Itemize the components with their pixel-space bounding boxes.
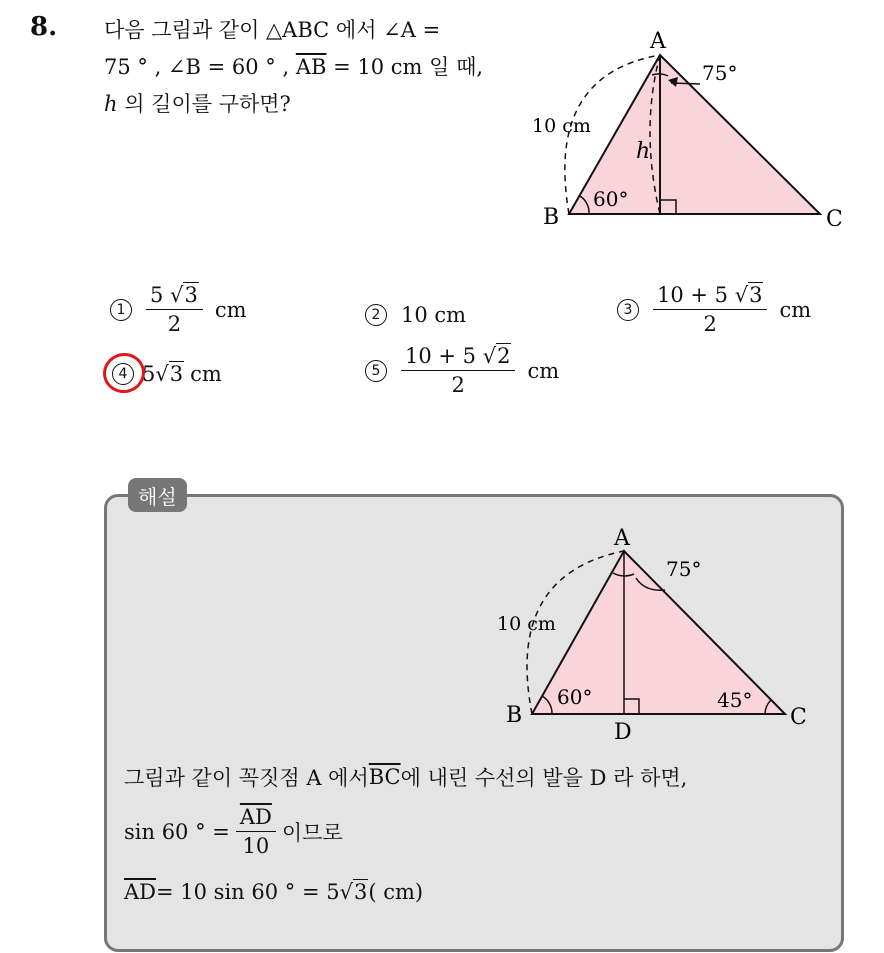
choice-1-unit: cm xyxy=(214,297,247,322)
choice-1-fraction xyxy=(146,283,203,336)
solution-fraction xyxy=(236,805,276,858)
solution-vertex-b: B xyxy=(506,703,523,728)
sqrt-symbol: √3 xyxy=(170,283,198,307)
choice-3[interactable] xyxy=(617,283,811,336)
choice-5-numerator xyxy=(401,344,515,371)
question-line-3-rest: 의 길이를 구하면? xyxy=(117,92,291,116)
height-label: h xyxy=(636,139,651,164)
segment-ab: $\overline{AB}$ xyxy=(295,55,327,79)
choice-3-fraction xyxy=(653,283,767,336)
segment-bc: $\overline{BC}$ xyxy=(368,765,401,789)
angle-a-label: 75° xyxy=(702,61,738,85)
question-text xyxy=(104,12,514,123)
segment-ad: $\overline{AD}$ xyxy=(124,880,157,904)
choice-1-numerator xyxy=(146,283,203,310)
solution-angle-b-label: 60° xyxy=(557,685,593,709)
choice-2-text: 10 cm xyxy=(401,303,467,327)
choice-5-fraction xyxy=(401,344,515,397)
solution-line-3-mid: = 10 sin 60 ° = 5 xyxy=(156,880,340,904)
choice-1-radicand: 3 xyxy=(184,283,198,307)
solution-line-2-post: 이므로 xyxy=(281,820,343,845)
choice-4-mark: 4 xyxy=(112,363,134,385)
choice-2-mark: 2 xyxy=(365,304,387,326)
sqrt-symbol: √2 xyxy=(482,344,511,368)
choice-3-denominator: 2 xyxy=(703,312,717,336)
solution-tab: 해설 xyxy=(128,478,187,512)
question-line-3 xyxy=(104,86,514,123)
side-ab-label: 10 cm xyxy=(532,115,591,137)
question-number: 8. xyxy=(30,12,58,42)
solution-vertex-c: C xyxy=(790,705,807,730)
choice-3-num-pre: 10 + 5 xyxy=(657,283,735,307)
choice-4-unit: cm xyxy=(190,362,222,386)
sqrt-symbol: √3 xyxy=(155,362,184,386)
choice-1-denominator: 2 xyxy=(167,312,182,336)
triangle-figure xyxy=(530,20,860,235)
choice-5-unit: cm xyxy=(527,358,560,383)
solution-line-3-post: ( cm) xyxy=(368,880,424,904)
choice-1-coef: 5 xyxy=(150,283,171,307)
angle-b-label: 60° xyxy=(593,187,629,211)
answer-circle-mark xyxy=(99,349,148,397)
choice-1-mark: 1 xyxy=(110,299,132,321)
choice-5[interactable] xyxy=(365,344,559,397)
solution-fraction-denominator: 10 xyxy=(242,834,270,858)
solution-line-2 xyxy=(124,805,343,858)
choice-4-coef: 5 xyxy=(142,362,156,386)
question-line-2-post: = 10 cm 일 때, xyxy=(326,55,484,79)
solution-line-1-post: 에 내린 수선의 발을 D 라 하면, xyxy=(400,766,688,790)
question-line-2-pre: 75 ° , ∠B = 60 ° , xyxy=(104,55,296,79)
question-line-1: 다음 그림과 같이 △ABC 에서 ∠A = xyxy=(104,18,441,42)
solution-vertex-d: D xyxy=(614,720,632,745)
choice-4-radicand: 3 xyxy=(169,362,184,386)
solution-line-3-radicand: 3 xyxy=(353,880,368,904)
vertex-a-label: A xyxy=(650,29,666,54)
question-line-2 xyxy=(104,49,514,86)
choice-3-numerator xyxy=(653,283,767,310)
solution-line-1 xyxy=(124,762,687,792)
solution-line-3 xyxy=(124,880,423,904)
height-variable: h xyxy=(104,92,118,116)
choice-5-radicand: 2 xyxy=(497,344,511,368)
solution-line-2-pre: sin 60 ° = xyxy=(124,819,230,844)
solution-figure xyxy=(490,520,820,745)
sqrt-symbol: √3 xyxy=(734,283,763,307)
choice-5-mark: 5 xyxy=(365,360,387,382)
solution-angle-a-label: 75° xyxy=(666,557,702,581)
vertex-b-label: B xyxy=(543,205,560,230)
choice-5-num-pre: 10 + 5 xyxy=(405,344,483,368)
solution-vertex-a: A xyxy=(614,526,630,551)
choice-1[interactable] xyxy=(110,283,247,336)
segment-ad-numerator: $\overline{AD}$ xyxy=(236,805,276,832)
solution-angle-c-label: 45° xyxy=(717,688,753,712)
sqrt-symbol: √3 xyxy=(339,880,368,904)
choice-3-unit: cm xyxy=(779,297,812,322)
solution-side-ab-label: 10 cm xyxy=(497,613,556,635)
vertex-c-label: C xyxy=(826,207,843,232)
choice-3-mark: 3 xyxy=(617,299,639,321)
solution-line-1-pre: 그림과 같이 꼭짓점 A 에서 xyxy=(124,766,369,790)
choice-3-radicand: 3 xyxy=(749,283,763,307)
choice-5-denominator: 2 xyxy=(451,373,465,397)
choice-2[interactable] xyxy=(365,303,466,327)
